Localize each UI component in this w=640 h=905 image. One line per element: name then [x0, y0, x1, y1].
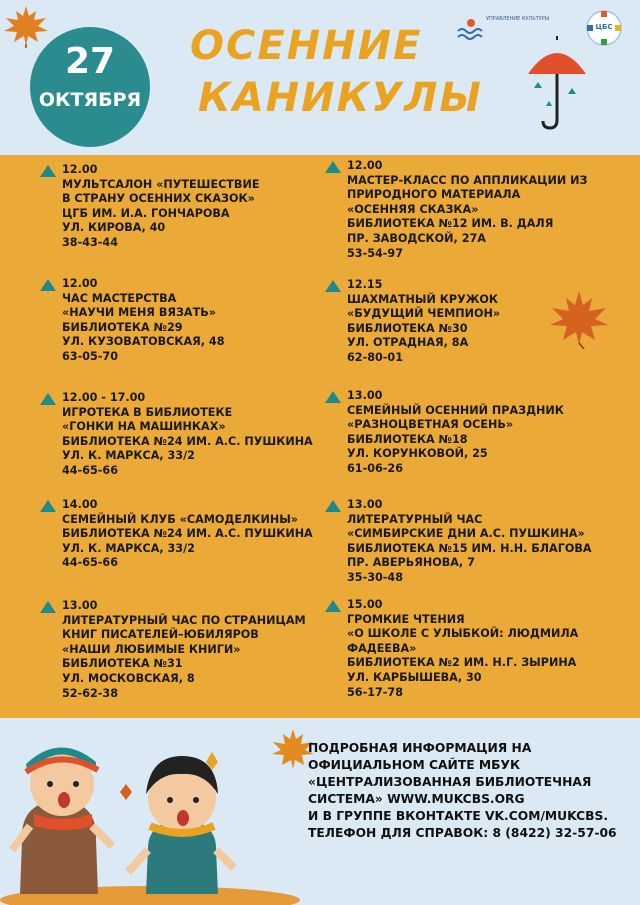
- culture-logo-text: УПРАВЛЕНИЕ КУЛЬТУРЫ: [486, 16, 550, 22]
- event-line: ИГРОТЕКА В БИБЛИОТЕКЕ: [62, 405, 233, 419]
- triangle-marker-icon: [325, 161, 341, 173]
- triangle-marker-icon: [325, 391, 341, 403]
- event-line: 44-65-66: [62, 556, 118, 570]
- event-line: ГРОМКИЕ ЧТЕНИЯ: [347, 612, 465, 626]
- footer-line: ПОДРОБНАЯ ИНФОРМАЦИЯ НА: [308, 741, 532, 755]
- date-month: ОКТЯБРЯ: [38, 89, 142, 111]
- event-line: «ГОНКИ НА МАШИНКАХ»: [62, 420, 226, 434]
- triangle-marker-icon: [325, 500, 341, 512]
- page-title: [190, 20, 483, 124]
- event-line: 53-54-97: [347, 246, 403, 260]
- event-item: [347, 159, 617, 261]
- event-time: 14.00: [62, 498, 98, 511]
- event-line: УЛ. КИРОВА, 40: [62, 221, 166, 235]
- event-line: 35-30-48: [347, 570, 403, 584]
- cbs-logo-text: ЦБС: [595, 23, 613, 31]
- event-line: ПР. ЗАВОДСКОЙ, 27А: [347, 231, 486, 245]
- event-line: «РАЗНОЦВЕТНАЯ ОСЕНЬ»: [347, 418, 514, 432]
- waves-icon: [456, 18, 486, 42]
- event-line: «НАУЧИ МЕНЯ ВЯЗАТЬ»: [62, 306, 216, 320]
- event-line: ЛИТЕРАТУРНЫЙ ЧАС: [347, 512, 483, 526]
- event-line: УЛ. ОТРАДНАЯ, 8А: [347, 336, 469, 350]
- header: [0, 0, 640, 155]
- footer-info: [308, 740, 633, 842]
- event-line: МАСТЕР-КЛАСС ПО АППЛИКАЦИИ ИЗ: [347, 173, 588, 187]
- event-line: УЛ. К. МАРКСА, 33/2: [62, 541, 195, 555]
- children-illustration: [0, 722, 300, 905]
- event-line: В СТРАНУ ОСЕННИХ СКАЗОК»: [62, 192, 255, 206]
- event-time: 12.00: [62, 163, 98, 176]
- event-line: 52-62-38: [62, 686, 118, 700]
- triangle-marker-icon: [40, 165, 56, 177]
- event-line: УЛ. МОСКОВСКАЯ, 8: [62, 671, 195, 685]
- event-line: ПРИРОДНОГО МАТЕРИАЛА: [347, 188, 521, 202]
- event-line: БИБЛИОТЕКА №24 ИМ. А.С. ПУШКИНА: [62, 434, 313, 448]
- event-line: ЦГБ ИМ. И.А. ГОНЧАРОВА: [62, 206, 230, 220]
- event-line: БИБЛИОТЕКА №2 ИМ. Н.Г. ЗЫРИНА: [347, 656, 577, 670]
- event-item: [347, 278, 617, 366]
- event-item: [62, 163, 332, 251]
- event-time: 12.00: [62, 277, 98, 290]
- event-line: БИБЛИОТЕКА №18: [347, 432, 468, 446]
- event-line: УЛ. КОРУНКОВОЙ, 25: [347, 447, 488, 461]
- event-line: ШАХМАТНЫЙ КРУЖОК: [347, 292, 499, 306]
- event-item: [347, 598, 617, 700]
- event-line: 61-06-26: [347, 461, 403, 475]
- event-item: [347, 498, 617, 586]
- event-line: ЧАС МАСТЕРСТВА: [62, 291, 177, 305]
- event-item: [62, 277, 332, 365]
- triangle-marker-icon: [40, 601, 56, 613]
- event-line: «ОСЕННЯЯ СКАЗКА»: [347, 202, 479, 216]
- triangle-marker-icon: [40, 500, 56, 512]
- event-item: [347, 389, 617, 477]
- triangle-marker-icon: [40, 279, 56, 291]
- footer-line: И В ГРУППЕ ВКОНТАКТЕ VK.COM/MUKCBS.: [308, 809, 609, 823]
- event-time: 13.00: [347, 389, 383, 402]
- event-line: 63-05-70: [62, 349, 118, 363]
- title-line-1: ОСЕННИЕ: [190, 23, 423, 69]
- event-line: БИБЛИОТЕКА №30: [347, 321, 468, 335]
- date-badge: [30, 27, 150, 147]
- event-line: МУЛЬТСАЛОН «ПУТЕШЕСТВИЕ: [62, 177, 260, 191]
- event-line: БИБЛИОТЕКА №15 ИМ. Н.Н. БЛАГОВА: [347, 541, 592, 555]
- event-line: «НАШИ ЛЮБИМЫЕ КНИГИ»: [62, 642, 241, 656]
- event-time: 12.00: [347, 159, 383, 172]
- event-line: УЛ. КАРБЫШЕВА, 30: [347, 670, 482, 684]
- event-line: «О ШКОЛЕ С УЛЫБКОЙ: ЛЮДМИЛА: [347, 627, 579, 641]
- footer-line: «ЦЕНТРАЛИЗОВАННАЯ БИБЛИОТЕЧНАЯ: [308, 775, 592, 789]
- triangle-marker-icon: [325, 600, 341, 612]
- event-line: СЕМЕЙНЫЙ КЛУБ «САМОДЕЛКИНЫ»: [62, 512, 299, 526]
- event-line: УЛ. К. МАРКСА, 33/2: [62, 449, 195, 463]
- triangle-marker-icon: [325, 280, 341, 292]
- event-line: КНИГ ПИСАТЕЛЕЙ–ЮБИЛЯРОВ: [62, 628, 259, 642]
- footer-line: ТЕЛЕФОН ДЛЯ СПРАВОК: 8 (8422) 32-57-06: [308, 826, 617, 840]
- event-item: [62, 391, 332, 479]
- event-line: 38-43-44: [62, 235, 118, 249]
- event-line: 62-80-01: [347, 350, 403, 364]
- footer-line: ОФИЦИАЛЬНОМ САЙТЕ МБУК: [308, 758, 521, 772]
- event-line: БИБЛИОТЕКА №12 ИМ. В. ДАЛЯ: [347, 217, 554, 231]
- cbs-logo: [584, 8, 624, 48]
- event-time: 13.00: [62, 599, 98, 612]
- event-line: УЛ. КУЗОВАТОВСКАЯ, 48: [62, 335, 225, 349]
- event-time: 13.00: [347, 498, 383, 511]
- event-time: 12.00 - 17.00: [62, 391, 146, 404]
- event-line: СЕМЕЙНЫЙ ОСЕННИЙ ПРАЗДНИК: [347, 403, 564, 417]
- date-day: 27: [64, 41, 116, 82]
- event-line: БИБЛИОТЕКА №29: [62, 320, 183, 334]
- footer-line: СИСТЕМА» WWW.MUKCBS.ORG: [308, 792, 525, 806]
- event-line: 44-65-66: [62, 463, 118, 477]
- event-line: ФАДЕЕВА»: [347, 641, 417, 655]
- event-item: [62, 498, 332, 571]
- event-line: БИБЛИОТЕКА №24 ИМ. А.С. ПУШКИНА: [62, 527, 313, 541]
- event-line: «СИМБИРСКИЕ ДНИ А.С. ПУШКИНА»: [347, 527, 585, 541]
- event-line: ПР. АВЕРЬЯНОВА, 7: [347, 556, 475, 570]
- event-time: 15.00: [347, 598, 383, 611]
- event-line: ЛИТЕРАТУРНЫЙ ЧАС ПО СТРАНИЦАМ: [62, 613, 306, 627]
- event-line: «БУДУЩИЙ ЧЕМПИОН»: [347, 307, 501, 321]
- event-time: 12.15: [347, 278, 383, 291]
- event-line: БИБЛИОТЕКА №31: [62, 657, 183, 671]
- umbrella-icon: [524, 36, 590, 132]
- event-item: [62, 599, 332, 701]
- title-line-2: КАНИКУЛЫ: [198, 75, 483, 121]
- event-line: 56-17-78: [347, 685, 403, 699]
- triangle-marker-icon: [40, 393, 56, 405]
